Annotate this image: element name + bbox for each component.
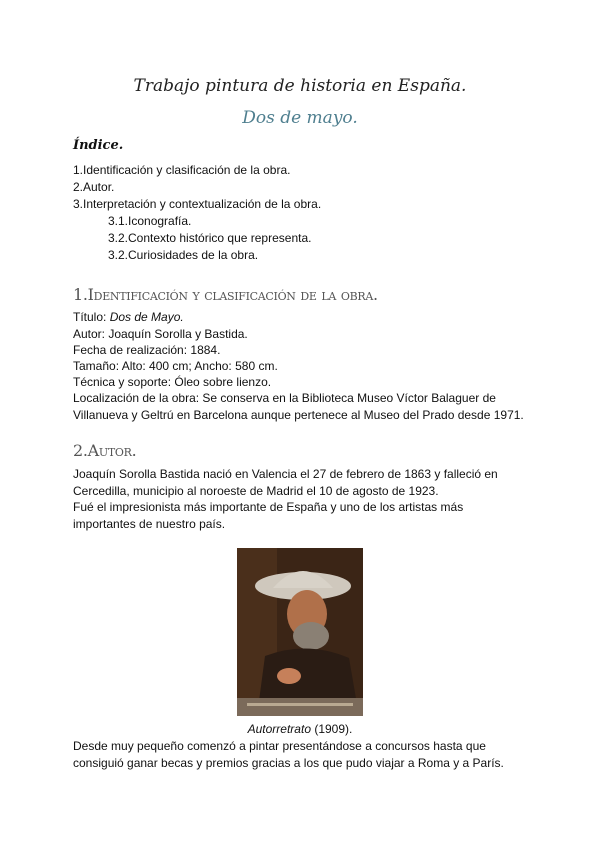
field-titulo (73, 309, 184, 325)
portrait-image (237, 548, 363, 716)
field-tamano: Tamaño: Alto: 400 cm; Ancho: 580 cm. (73, 359, 278, 373)
field-autor: Autor: Joaquín Sorolla y Bastida. (73, 327, 248, 341)
field-fecha: Fecha de realización: 1884. (73, 343, 221, 357)
portrait-caption (0, 722, 600, 736)
field-titulo-label: Título: (73, 310, 110, 324)
autor-paragraph-1: Joaquín Sorolla Bastida nació en Valencia el 27 de febrero de 1863 y falleció en Cercedilla, municipio al noroeste de Madrid el 10 de agosto de 1923. (73, 467, 498, 498)
index-item: 3.Interpretación y contextualización de la obra. (73, 197, 322, 211)
document-subtitle: Dos de mayo. (242, 108, 358, 128)
index-heading: Índice. (73, 138, 124, 153)
index-item: 1.Identificación y clasificación de la obra. (73, 163, 291, 177)
index-subitem: 3.1.Iconografía. (108, 214, 192, 228)
caption-year: (1909). (311, 722, 353, 736)
document-title: Trabajo pintura de historia en España. (133, 76, 467, 96)
index-subitem: 3.2.Contexto histórico que representa. (108, 231, 312, 245)
autor-paragraph-2: Fué el impresionista más importante de España y uno de los artistas más importantes de nuestro país. (73, 500, 464, 531)
section-heading-autor: 2.Autor. (73, 441, 137, 460)
index-item: 2.Autor. (73, 180, 115, 194)
section-heading-identificacion: 1.Identificación y clasificación de la obra. (73, 285, 378, 304)
caption-title: Autorretrato (247, 722, 311, 736)
field-titulo-value: Dos de Mayo. (109, 310, 184, 324)
field-tecnica: Técnica y soporte: Óleo sobre lienzo. (73, 375, 272, 389)
index-subitem: 3.2.Curiosidades de la obra. (108, 248, 259, 262)
portrait-painting (237, 548, 363, 716)
autor-paragraph-3: Desde muy pequeño comenzó a pintar presentándose a concursos hasta que consiguió ganar becas y premios gracias a los que pudo viajar a Roma y a París. (73, 739, 504, 770)
field-localizacion: Localización de la obra: Se conserva en la Biblioteca Museo Víctor Balaguer de Villanueva y Geltrú en Barcelona aunque pertenece al Museo del Prado desde 1971. (73, 391, 524, 422)
